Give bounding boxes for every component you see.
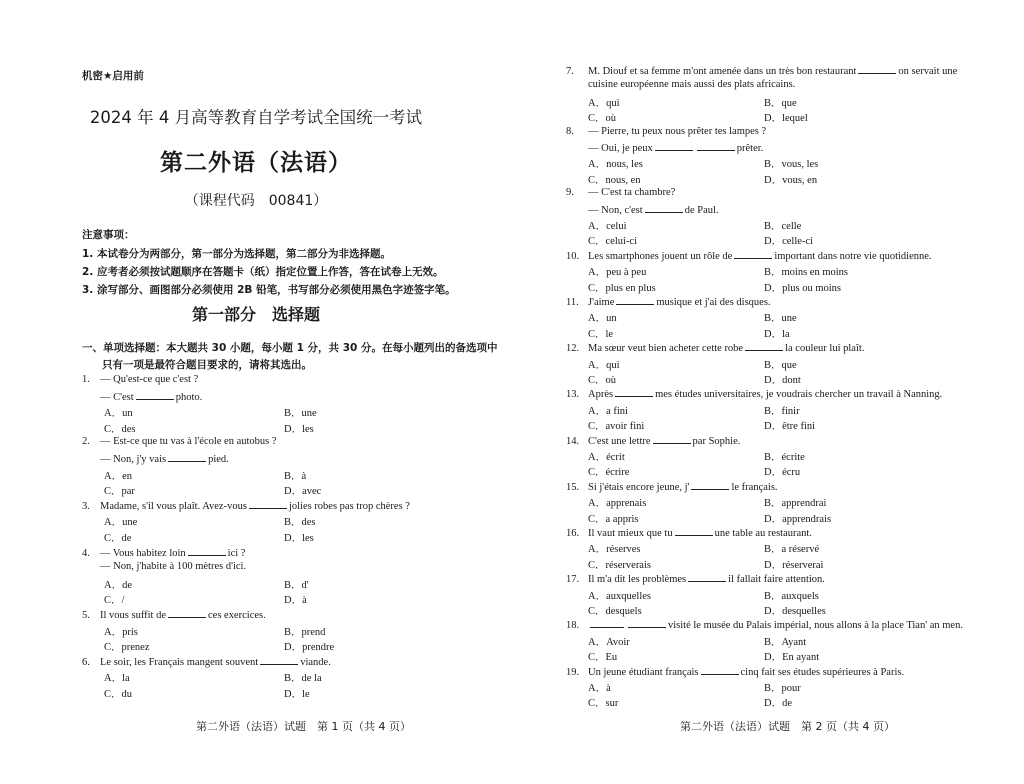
question-number: 12. bbox=[566, 343, 580, 355]
answer-blank bbox=[653, 434, 691, 444]
question-number: 16. bbox=[566, 528, 580, 539]
answer-option: D．le bbox=[284, 689, 310, 700]
question-number: 18. bbox=[566, 620, 580, 632]
question-fragment: — C'est ta chambre? bbox=[588, 187, 676, 199]
answer-option: D．de bbox=[764, 698, 792, 710]
answer-option: D．avec bbox=[284, 486, 322, 498]
question-fragment: on servait une bbox=[898, 66, 958, 77]
answer-blank bbox=[701, 665, 739, 675]
question-number: 2. bbox=[82, 436, 90, 448]
answer-option: C．avoir fini bbox=[588, 421, 645, 433]
answer-blank bbox=[645, 203, 683, 213]
course-code: （课程代码 00841） bbox=[184, 193, 328, 209]
question-text bbox=[566, 249, 932, 262]
answer-option: B．finir bbox=[764, 405, 800, 417]
answer-blank bbox=[745, 341, 783, 351]
answer-blank bbox=[590, 618, 624, 628]
answer-option: C．plus en plus bbox=[588, 282, 656, 294]
answer-option: A．un bbox=[104, 408, 133, 420]
answer-option: B．a réservé bbox=[764, 544, 820, 556]
answer-option: D．lequel bbox=[764, 113, 808, 125]
answer-blank bbox=[615, 387, 653, 397]
answer-blank bbox=[688, 572, 726, 582]
question-text bbox=[82, 374, 198, 385]
answer-option: A．auxquelles bbox=[588, 590, 651, 602]
answer-blank bbox=[858, 64, 896, 74]
answer-option: A．Avoir bbox=[588, 636, 630, 648]
question-number: 14. bbox=[566, 435, 580, 447]
answer-option: B．prend bbox=[284, 626, 326, 638]
answer-option: C．nous, en bbox=[588, 174, 641, 186]
question-text bbox=[82, 655, 331, 668]
question-number: 6. bbox=[82, 656, 90, 668]
answer-option: A．celui bbox=[588, 221, 627, 232]
answer-blank bbox=[675, 526, 713, 536]
question-number: 9. bbox=[566, 187, 574, 199]
answer-option: B．celle bbox=[764, 221, 802, 232]
question-number: 5. bbox=[82, 610, 90, 621]
question-fragment: Après bbox=[588, 389, 614, 401]
question-fragment: Un jeune étudiant français bbox=[588, 666, 699, 678]
question-number: 17. bbox=[566, 574, 580, 586]
question-fragment: Ma sœur veut bien acheter cette robe bbox=[588, 343, 744, 355]
question-number: 11. bbox=[566, 297, 579, 308]
question-fragment: musique et j'ai des disques. bbox=[656, 297, 771, 308]
question-fragment: visité le musée du Palais impérial, nous allons à la place Tian' an men. bbox=[668, 620, 963, 632]
question-fragment: une table au restaurant. bbox=[714, 528, 812, 539]
answer-option: D．être fini bbox=[764, 421, 816, 433]
answer-option: C．prenez bbox=[104, 642, 150, 654]
answer-option: B．moins en moins bbox=[764, 267, 849, 279]
question-fragment: — C'est bbox=[100, 391, 134, 403]
question-text bbox=[566, 341, 864, 354]
question-number: 19. bbox=[566, 666, 580, 678]
answer-option: C．réserverais bbox=[588, 559, 651, 571]
question-text bbox=[82, 546, 245, 559]
page-footer: 第二外语（法语）试题 第 1 页（共 4 页） bbox=[196, 720, 411, 733]
answer-option: D．la bbox=[764, 328, 790, 340]
answer-option: D．les bbox=[284, 533, 314, 544]
question-fragment: Il vous suffit de bbox=[100, 610, 167, 621]
answer-option: B．apprendrai bbox=[764, 498, 827, 510]
answer-option: A．peu à peu bbox=[588, 267, 647, 279]
question-number: 4. bbox=[82, 547, 90, 559]
answer-option: C．desquels bbox=[588, 606, 642, 617]
answer-option: C．où bbox=[588, 113, 617, 125]
answer-option: B．de la bbox=[284, 673, 322, 685]
section-intro-line: 只有一项是最符合题目要求的，请将其选出。 bbox=[102, 359, 312, 371]
question-fragment: C'est une lettre bbox=[588, 435, 651, 447]
answer-option: C．des bbox=[104, 423, 136, 435]
question-fragment: Il m'a dit les problèmes bbox=[588, 574, 687, 586]
answer-option: B．que bbox=[764, 97, 797, 109]
answer-blank bbox=[136, 390, 174, 400]
answer-option: A．a fini bbox=[588, 405, 628, 417]
question-fragment: — Non, j'y vais bbox=[100, 454, 167, 465]
answer-option: C．/ bbox=[104, 595, 125, 607]
question-fragment: prêter. bbox=[736, 143, 764, 154]
answer-option: A．de bbox=[104, 579, 132, 591]
question-text bbox=[566, 434, 740, 447]
answer-option: C．Eu bbox=[588, 652, 618, 664]
question-text bbox=[100, 452, 229, 465]
exam-title: 2024 年 4 月高等教育自学考试全国统一考试 bbox=[89, 108, 423, 127]
answer-option: A．qui bbox=[588, 97, 620, 109]
answer-option: C．par bbox=[104, 486, 135, 498]
question-fragment: il fallait faire attention. bbox=[728, 574, 825, 586]
question-fragment: le français. bbox=[731, 481, 778, 493]
question-text bbox=[82, 436, 277, 447]
question-text bbox=[566, 64, 957, 77]
question-number: 15. bbox=[566, 481, 580, 493]
part-title: 第一部分 选择题 bbox=[191, 305, 320, 324]
answer-blank bbox=[655, 141, 693, 151]
question-fragment: photo. bbox=[175, 391, 203, 403]
answer-option: D．plus ou moins bbox=[764, 282, 842, 294]
answer-option: A．une bbox=[104, 517, 138, 529]
answer-option: B．une bbox=[764, 313, 797, 325]
question-fragment: ici ? bbox=[227, 547, 246, 559]
question-fragment: pied. bbox=[208, 454, 229, 465]
question-fragment: — Qu'est-ce que c'est ? bbox=[100, 374, 199, 385]
question-fragment: Si j'étais encore jeune, j' bbox=[588, 481, 690, 493]
note-item: 1. 本试卷分为两部分，第一部分为选择题，第二部分为非选择题。 bbox=[82, 248, 391, 260]
answer-option: B．d' bbox=[284, 579, 309, 591]
answer-blank bbox=[616, 295, 654, 305]
answer-option: B．une bbox=[284, 408, 317, 420]
question-number: 8. bbox=[566, 125, 574, 137]
answer-option: C．a appris bbox=[588, 513, 639, 525]
question-fragment: Madame, s'il vous plaît. Avez-vous bbox=[100, 500, 247, 512]
answer-option: A．écrit bbox=[588, 452, 625, 463]
question-text bbox=[566, 665, 904, 678]
answer-option: C．sur bbox=[588, 698, 619, 710]
answer-option: D．prendre bbox=[284, 642, 335, 654]
answer-option: D．vous, en bbox=[764, 174, 818, 186]
answer-option: A．un bbox=[588, 313, 617, 325]
question-fragment: Le soir, les Français mangent souvent bbox=[100, 656, 259, 668]
question-text bbox=[588, 203, 719, 216]
answer-option: A．pris bbox=[104, 626, 138, 638]
answer-option: A．qui bbox=[588, 359, 620, 371]
confidential-mark: 机密★启用前 bbox=[82, 70, 144, 82]
question-text bbox=[566, 618, 963, 631]
answer-option: A．à bbox=[588, 683, 611, 694]
question-number: 10. bbox=[566, 250, 580, 262]
answer-option: C．écrire bbox=[588, 467, 630, 479]
answer-option: B．que bbox=[764, 359, 797, 371]
exam-page-2 bbox=[512, 0, 1024, 784]
question-fragment: important dans notre vie quotidienne. bbox=[774, 250, 932, 262]
answer-blank bbox=[260, 655, 298, 665]
page-footer: 第二外语（法语）试题 第 2 页（共 4 页） bbox=[680, 720, 895, 733]
question-text bbox=[566, 126, 766, 137]
answer-option: A．en bbox=[104, 470, 132, 482]
notes-heading: 注意事项： bbox=[82, 229, 135, 241]
answer-blank bbox=[188, 546, 226, 556]
question-text bbox=[566, 387, 942, 400]
answer-option: D．les bbox=[284, 423, 314, 435]
question-fragment: J'aime bbox=[588, 297, 615, 308]
note-item: 2. 应考者必须按试题顺序在答题卡（纸）指定位置上作答，答在试卷上无效。 bbox=[82, 266, 444, 278]
answer-option: B．pour bbox=[764, 683, 801, 694]
question-fragment: viande. bbox=[300, 656, 331, 668]
answer-option: B．auxquels bbox=[764, 590, 819, 602]
question-text bbox=[82, 608, 266, 621]
answer-option: B．à bbox=[284, 470, 307, 482]
question-text bbox=[566, 295, 771, 308]
answer-option: B．vous, les bbox=[764, 159, 819, 171]
question-text bbox=[566, 480, 778, 493]
answer-option: A．nous, les bbox=[588, 159, 643, 171]
answer-option: D．dont bbox=[764, 375, 801, 386]
answer-option: C．du bbox=[104, 689, 133, 700]
question-fragment: par Sophie. bbox=[692, 435, 741, 447]
section-intro bbox=[82, 340, 502, 374]
question-fragment: M. Diouf et sa femme m'ont amenée dans un très bon restaurant bbox=[588, 66, 857, 77]
answer-option: A．apprenais bbox=[588, 498, 647, 510]
question-text bbox=[588, 79, 795, 90]
question-fragment: — Vous habitez loin bbox=[100, 547, 186, 559]
answer-option: C．de bbox=[104, 533, 132, 544]
answer-option: B．écrite bbox=[764, 452, 805, 463]
question-fragment: de Paul. bbox=[684, 204, 719, 216]
question-text bbox=[566, 526, 812, 539]
question-text bbox=[100, 390, 202, 403]
answer-option: D．à bbox=[284, 595, 307, 607]
answer-blank bbox=[691, 480, 729, 490]
answer-option: D．En ayant bbox=[764, 652, 820, 664]
answer-option: B．des bbox=[284, 517, 316, 529]
note-item: 3. 涂写部分、画图部分必须使用 2B 铅笔，书写部分必须使用黑色字迹签字笔。 bbox=[82, 284, 456, 296]
question-number: 13. bbox=[566, 389, 580, 401]
question-fragment: Les smartphones jouent un rôle de bbox=[588, 250, 733, 262]
answer-blank bbox=[628, 618, 666, 628]
subject-title: 第二外语（法语） bbox=[160, 150, 352, 176]
answer-blank bbox=[697, 141, 735, 151]
question-text bbox=[566, 572, 825, 585]
question-fragment: Il vaut mieux que tu bbox=[588, 528, 673, 539]
section-intro-line: 一、单项选择题：本大题共 30 小题，每小题 1 分，共 30 分。在每小题列出的备选项中 bbox=[82, 342, 498, 354]
answer-option: D．écru bbox=[764, 467, 801, 479]
question-fragment: — Pierre, tu peux nous prêter tes lampes ? bbox=[588, 125, 767, 137]
answer-option: C．celui-ci bbox=[588, 236, 637, 248]
question-text bbox=[588, 141, 763, 154]
question-fragment: — Oui, je peux bbox=[588, 143, 653, 154]
answer-blank bbox=[249, 499, 287, 509]
answer-option: B．Ayant bbox=[764, 636, 807, 648]
answer-option: C．où bbox=[588, 375, 617, 386]
question-fragment: cinq fait ses études supérieures à Paris. bbox=[740, 666, 905, 678]
question-fragment: cuisine européenne mais aussi des plats africains. bbox=[588, 79, 796, 91]
question-fragment: — Non, c'est bbox=[588, 204, 643, 216]
question-text bbox=[566, 187, 675, 198]
answer-blank bbox=[168, 608, 206, 618]
question-fragment: jolies robes pas trop chères ? bbox=[288, 500, 410, 512]
answer-option: D．desquelles bbox=[764, 606, 826, 617]
question-number: 7. bbox=[566, 66, 574, 77]
question-fragment: ces exercices. bbox=[208, 610, 266, 621]
answer-option: C．le bbox=[588, 328, 614, 340]
question-fragment: — Non, j'habite à 100 mètres d'ici. bbox=[100, 561, 247, 573]
question-fragment: la couleur lui plaît. bbox=[785, 343, 865, 355]
question-fragment: — Est-ce que tu vas à l'école en autobus ? bbox=[100, 436, 277, 448]
question-number: 1. bbox=[82, 374, 90, 385]
question-text bbox=[100, 561, 246, 572]
question-number: 3. bbox=[82, 500, 90, 512]
answer-blank bbox=[168, 452, 206, 462]
answer-option: D．celle-ci bbox=[764, 236, 813, 248]
answer-option: A．réserves bbox=[588, 544, 641, 556]
answer-blank bbox=[734, 249, 772, 259]
question-text bbox=[82, 499, 410, 512]
answer-option: D．réserverai bbox=[764, 559, 824, 571]
answer-option: A．la bbox=[104, 673, 130, 685]
question-fragment: mes études universitaires, je voudrais chercher un travail à Nanning. bbox=[655, 389, 943, 401]
answer-option: D．apprendrais bbox=[764, 513, 832, 525]
